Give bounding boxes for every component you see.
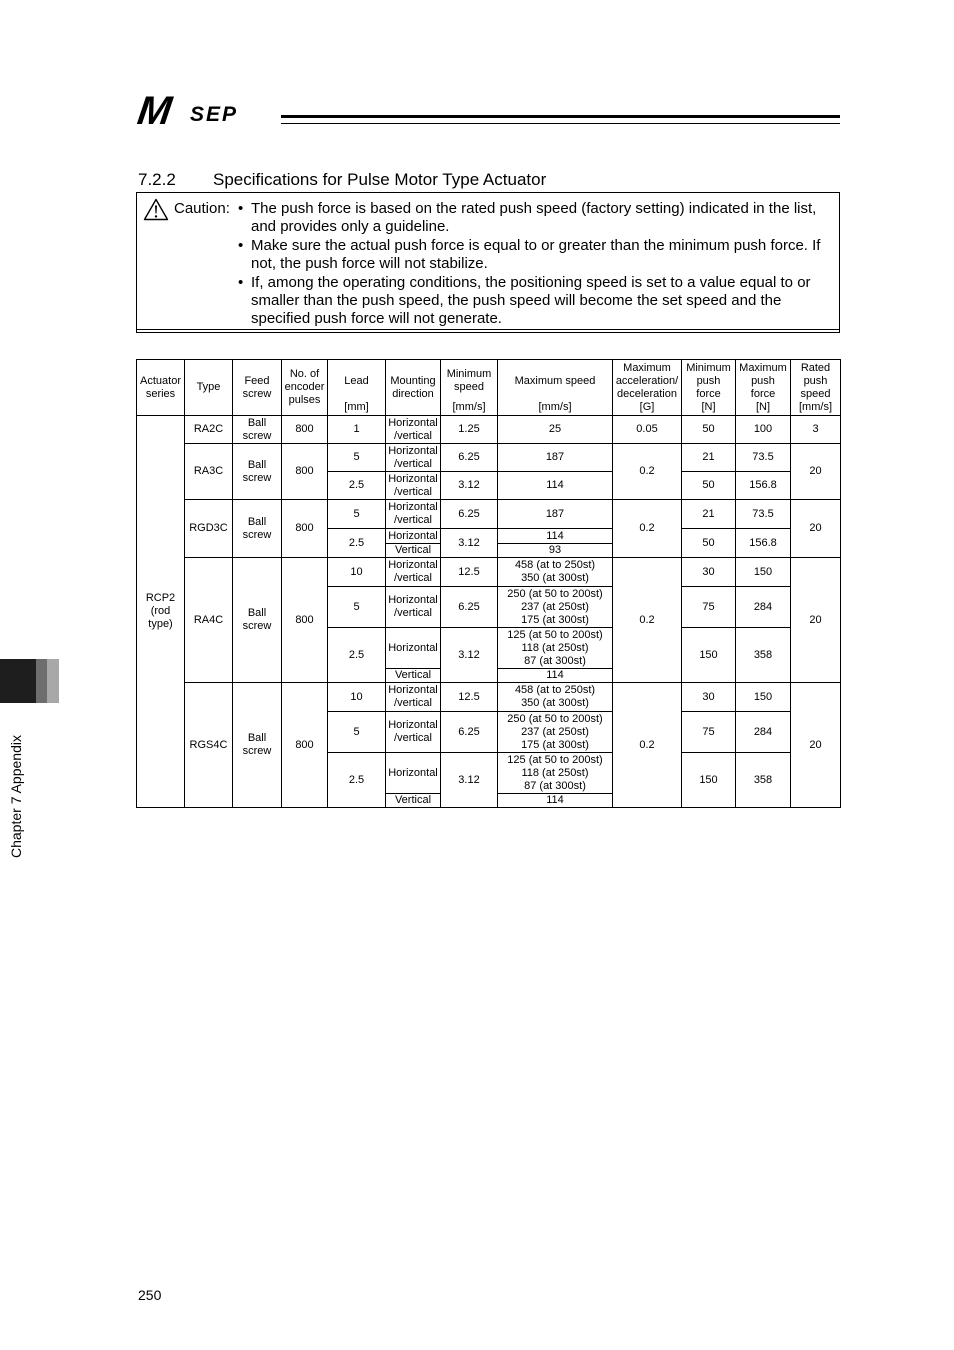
cell-maxpush: 73.5 — [736, 444, 791, 472]
cell-feed: Ball screw — [233, 500, 282, 558]
cell-series: RCP2 (rod type) — [137, 416, 185, 808]
cell-minpush: 50 — [682, 529, 736, 558]
logo-sep: SEP — [190, 103, 239, 126]
cell-lead: 5 — [328, 500, 386, 529]
header-rated: Rated push speed [mm/s] — [791, 360, 841, 416]
cell-pulses: 800 — [282, 416, 328, 444]
cell-minpush: 30 — [682, 683, 736, 712]
cell-maxpush: 150 — [736, 558, 791, 587]
cell-feed: Ball screw — [233, 444, 282, 500]
header-series: Actuator series — [137, 360, 185, 416]
cell-maxspeed: 114 — [498, 794, 613, 808]
chapter-label: Chapter 7 Appendix — [8, 735, 24, 858]
header-rule — [281, 115, 840, 124]
cell-accel: 0.2 — [613, 683, 682, 808]
header-accel: Maximum acceleration/ deceleration [G] — [613, 360, 682, 416]
cell-maxspeed: 114 — [498, 669, 613, 683]
caution-item: • The push force is based on the rated push speed (factory setting) indicated in the list, and provides only a guideline. — [238, 200, 817, 236]
cell-minpush: 21 — [682, 500, 736, 529]
warning-icon — [143, 198, 169, 221]
table-row — [137, 416, 841, 444]
cell-maxspeed: 250 (at 50 to 200st) 237 (at 250st) 175 (at 300st) — [498, 712, 613, 753]
cell-minpush: 150 — [682, 628, 736, 683]
bullet-icon: • — [238, 273, 244, 291]
cell-maxspeed: 187 — [498, 444, 613, 472]
chapter-tab-dark — [0, 659, 36, 703]
cell-maxpush: 156.8 — [736, 472, 791, 500]
table-row — [137, 683, 841, 712]
header-minspeed: Minimum speed [mm/s] — [441, 360, 498, 416]
cell-mount: Horizontal /vertical — [386, 416, 441, 444]
cell-maxpush: 284 — [736, 712, 791, 753]
cell-mount: Horizontal /vertical — [386, 500, 441, 529]
cell-accel: 0.05 — [613, 416, 682, 444]
cell-pulses: 800 — [282, 683, 328, 808]
cell-minspeed: 3.12 — [441, 753, 498, 808]
cell-minpush: 30 — [682, 558, 736, 587]
header-mount: Mounting direction — [386, 360, 441, 416]
cell-lead: 5 — [328, 587, 386, 628]
cell-mount: Horizontal — [386, 753, 441, 794]
cell-maxspeed: 458 (at to 250st) 350 (at 300st) — [498, 558, 613, 587]
cell-feed: Ball screw — [233, 416, 282, 444]
cell-lead: 5 — [328, 712, 386, 753]
cell-minpush: 150 — [682, 753, 736, 808]
cell-mount: Horizontal /vertical — [386, 683, 441, 712]
cell-lead: 2.5 — [328, 529, 386, 558]
cell-mount: Horizontal — [386, 529, 441, 544]
cell-feed: Ball screw — [233, 683, 282, 808]
cell-minspeed: 6.25 — [441, 712, 498, 753]
caution-box — [136, 192, 840, 333]
cell-minspeed: 3.12 — [441, 628, 498, 683]
bullet-icon: • — [238, 236, 244, 254]
cell-type: RA2C — [185, 416, 233, 444]
cell-maxpush: 73.5 — [736, 500, 791, 529]
cell-minpush: 21 — [682, 444, 736, 472]
cell-maxspeed: 114 — [498, 472, 613, 500]
header-pulses: No. of encoder pulses — [282, 360, 328, 416]
table-row — [137, 558, 841, 587]
caution-list — [238, 200, 834, 329]
cell-rated: 3 — [791, 416, 841, 444]
cell-maxspeed: 25 — [498, 416, 613, 444]
caution-label: Caution: — [174, 200, 230, 217]
cell-pulses: 800 — [282, 444, 328, 500]
section-title — [138, 170, 546, 190]
table-header-row — [137, 360, 841, 416]
cell-minspeed: 12.5 — [441, 683, 498, 712]
cell-lead: 10 — [328, 683, 386, 712]
section-number: 7.2.2 — [138, 170, 176, 189]
cell-minspeed: 6.25 — [441, 587, 498, 628]
header-maxpush: Maximum push force [N] — [736, 360, 791, 416]
header-maxspeed: Maximum speed [mm/s] — [498, 360, 613, 416]
cell-minpush: 75 — [682, 587, 736, 628]
cell-minspeed: 12.5 — [441, 558, 498, 587]
cell-type: RGS4C — [185, 683, 233, 808]
caution-item: • Make sure the actual push force is equal to or greater than the minimum push force. If not, the push force will not stabilize. — [238, 236, 821, 273]
cell-rated: 20 — [791, 558, 841, 683]
cell-maxpush: 358 — [736, 628, 791, 683]
caution-item: • If, among the operating conditions, the positioning speed is set to a value equal to or smaller than the push speed, the push speed will become the set speed and the specified push force will not generate. — [238, 273, 811, 328]
cell-pulses: 800 — [282, 558, 328, 683]
cell-type: RGD3C — [185, 500, 233, 558]
chapter-tab-mid — [36, 659, 47, 703]
cell-mount: Horizontal /vertical — [386, 587, 441, 628]
header-feed: Feed screw — [233, 360, 282, 416]
cell-maxspeed: 93 — [498, 544, 613, 558]
cell-minspeed: 6.25 — [441, 500, 498, 529]
cell-mount: Horizontal /vertical — [386, 712, 441, 753]
cell-mount: Vertical — [386, 794, 441, 808]
cell-lead: 10 — [328, 558, 386, 587]
cell-feed: Ball screw — [233, 558, 282, 683]
cell-minspeed: 3.12 — [441, 472, 498, 500]
cell-type: RA3C — [185, 444, 233, 500]
section-title-text: Specifications for Pulse Motor Type Actuator — [213, 170, 547, 189]
cell-minpush: 50 — [682, 472, 736, 500]
msep-logo — [134, 89, 278, 133]
cell-mount: Horizontal /vertical — [386, 472, 441, 500]
cell-maxspeed: 187 — [498, 500, 613, 529]
cell-minspeed: 6.25 — [441, 444, 498, 472]
cell-lead: 2.5 — [328, 472, 386, 500]
cell-maxspeed: 125 (at 50 to 200st) 118 (at 250st) 87 (at 300st) — [498, 753, 613, 794]
cell-maxspeed: 250 (at 50 to 200st) 237 (at 250st) 175 (at 300st) — [498, 587, 613, 628]
table-row — [137, 500, 841, 529]
cell-lead: 2.5 — [328, 753, 386, 808]
cell-maxspeed: 458 (at to 250st) 350 (at 300st) — [498, 683, 613, 712]
cell-maxspeed: 114 — [498, 529, 613, 544]
cell-lead: 5 — [328, 444, 386, 472]
cell-pulses: 800 — [282, 500, 328, 558]
header-minpush: Minimum push force [N] — [682, 360, 736, 416]
page-number: 250 — [138, 1287, 162, 1303]
cell-accel: 0.2 — [613, 558, 682, 683]
cell-mount: Vertical — [386, 544, 441, 558]
cell-rated: 20 — [791, 444, 841, 500]
cell-minpush: 75 — [682, 712, 736, 753]
cell-minpush: 50 — [682, 416, 736, 444]
cell-accel: 0.2 — [613, 444, 682, 500]
logo-m: M — [134, 89, 173, 133]
cell-maxpush: 156.8 — [736, 529, 791, 558]
chapter-tab-light — [47, 659, 59, 703]
cell-rated: 20 — [791, 500, 841, 558]
cell-mount: Horizontal — [386, 628, 441, 669]
header-type: Type — [185, 360, 233, 416]
bullet-icon: • — [238, 200, 244, 217]
cell-minspeed: 3.12 — [441, 529, 498, 558]
cell-accel: 0.2 — [613, 500, 682, 558]
table-row — [137, 444, 841, 472]
cell-rated: 20 — [791, 683, 841, 808]
spec-table — [136, 359, 841, 808]
cell-mount: Horizontal /vertical — [386, 444, 441, 472]
cell-lead: 1 — [328, 416, 386, 444]
cell-maxspeed: 125 (at 50 to 200st) 118 (at 250st) 87 (at 300st) — [498, 628, 613, 669]
cell-maxpush: 100 — [736, 416, 791, 444]
cell-minspeed: 1.25 — [441, 416, 498, 444]
cell-maxpush: 358 — [736, 753, 791, 808]
cell-maxpush: 150 — [736, 683, 791, 712]
header-lead: Lead [mm] — [328, 360, 386, 416]
cell-mount: Vertical — [386, 669, 441, 683]
cell-maxpush: 284 — [736, 587, 791, 628]
cell-type: RA4C — [185, 558, 233, 683]
cell-lead: 2.5 — [328, 628, 386, 683]
cell-mount: Horizontal /vertical — [386, 558, 441, 587]
